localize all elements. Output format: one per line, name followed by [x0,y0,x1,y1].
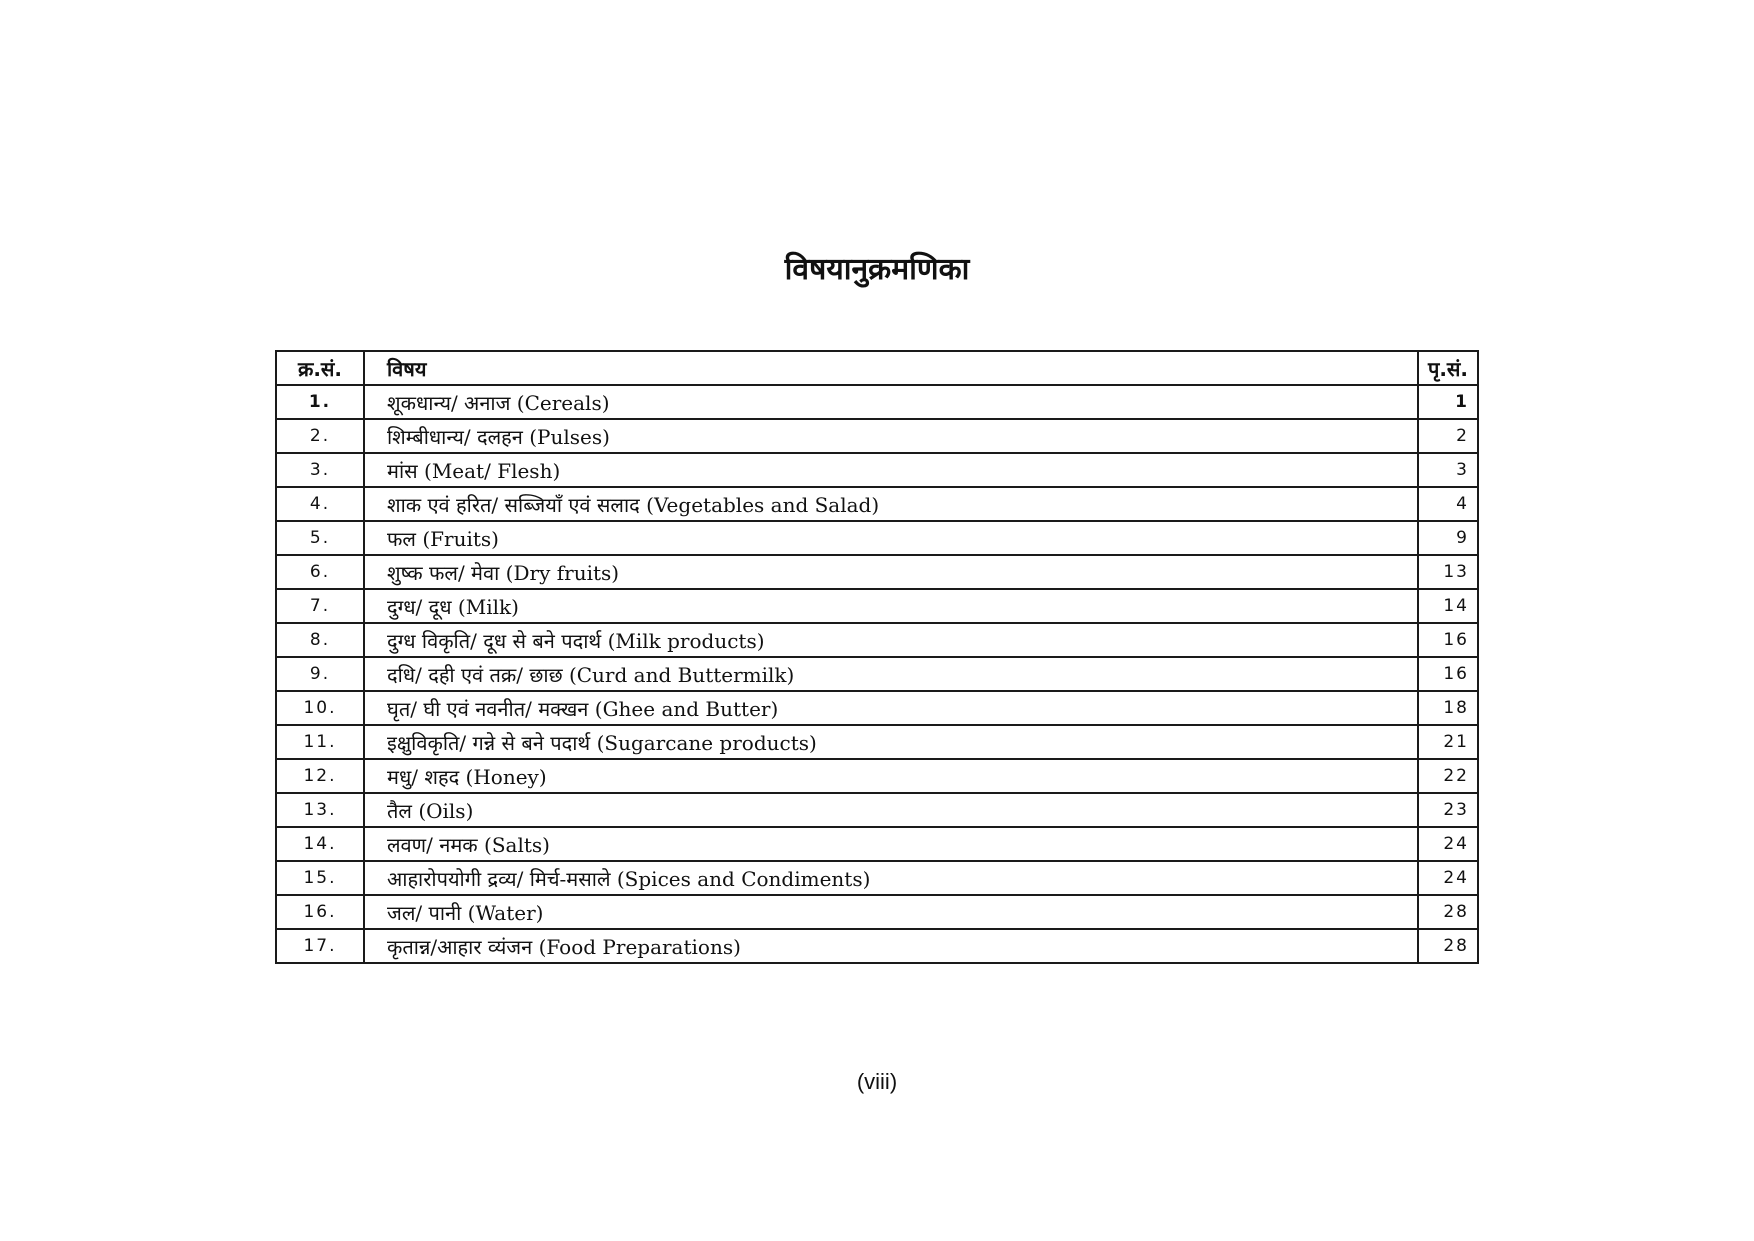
table-row [276,521,1478,555]
row-serial-number: 14. [276,827,364,861]
row-page-number: 14 [1418,589,1478,623]
row-page-number: 24 [1418,827,1478,861]
row-serial-number: 6. [276,555,364,589]
row-subject: शूकधान्य/ अनाज (Cereals) [364,385,1418,419]
row-serial-number: 16. [276,895,364,929]
row-subject: दधि/ दही एवं तक्र/ छाछ (Curd and Buttermilk) [364,657,1418,691]
row-subject: आहारोपयोगी द्रव्य/ मिर्च-मसाले (Spices and Condiments) [364,861,1418,895]
table-row [276,453,1478,487]
row-page-number: 1 [1418,385,1478,419]
row-subject: शाक एवं हरित/ सब्जियाँ एवं सलाद (Vegetables and Salad) [364,487,1418,521]
table-row [276,487,1478,521]
table-row [276,691,1478,725]
row-subject: फल (Fruits) [364,521,1418,555]
row-page-number: 13 [1418,555,1478,589]
row-subject: शुष्क फल/ मेवा (Dry fruits) [364,555,1418,589]
table-header-row [276,351,1478,385]
row-page-number: 28 [1418,895,1478,929]
row-subject: इक्षुविकृति/ गन्ने से बने पदार्थ (Sugarcane products) [364,725,1418,759]
row-serial-number: 17. [276,929,364,963]
table-row [276,895,1478,929]
row-subject: घृत/ घी एवं नवनीत/ मक्खन (Ghee and Butter) [364,691,1418,725]
row-serial-number: 15. [276,861,364,895]
row-page-number: 3 [1418,453,1478,487]
table-row [276,623,1478,657]
row-page-number: 21 [1418,725,1478,759]
header-page-number: पृ.सं. [1418,351,1478,385]
row-page-number: 16 [1418,623,1478,657]
row-serial-number: 8. [276,623,364,657]
row-page-number: 23 [1418,793,1478,827]
table-row [276,793,1478,827]
row-page-number: 16 [1418,657,1478,691]
row-page-number: 2 [1418,419,1478,453]
table-of-contents [275,350,1479,964]
table-row [276,929,1478,963]
row-serial-number: 2. [276,419,364,453]
table-row [276,827,1478,861]
row-subject: तैल (Oils) [364,793,1418,827]
page-number: (viii) [856,1069,898,1094]
row-serial-number: 4. [276,487,364,521]
header-subject: विषय [364,351,1418,385]
table-row [276,555,1478,589]
row-serial-number: 9. [276,657,364,691]
row-page-number: 28 [1418,929,1478,963]
row-subject: जल/ पानी (Water) [364,895,1418,929]
row-serial-number: 11. [276,725,364,759]
header-serial-number: क्र.सं. [276,351,364,385]
table-row [276,657,1478,691]
page-title: विषयानुक्रमणिका [784,252,970,287]
table-row [276,725,1478,759]
row-serial-number: 1. [276,385,364,419]
table-row [276,589,1478,623]
row-subject: दुग्ध विकृति/ दूध से बने पदार्थ (Milk products) [364,623,1418,657]
row-serial-number: 13. [276,793,364,827]
table-row [276,759,1478,793]
row-subject: लवण/ नमक (Salts) [364,827,1418,861]
row-page-number: 18 [1418,691,1478,725]
row-serial-number: 5. [276,521,364,555]
row-subject: कृतान्न/आहार व्यंजन (Food Preparations) [364,929,1418,963]
table-row [276,419,1478,453]
table-row [276,385,1478,419]
row-page-number: 22 [1418,759,1478,793]
table-body [276,385,1478,963]
row-page-number: 4 [1418,487,1478,521]
row-serial-number: 12. [276,759,364,793]
row-subject: मांस (Meat/ Flesh) [364,453,1418,487]
row-serial-number: 3. [276,453,364,487]
row-subject: दुग्ध/ दूध (Milk) [364,589,1418,623]
table-row [276,861,1478,895]
row-subject: शिम्बीधान्य/ दलहन (Pulses) [364,419,1418,453]
row-subject: मधु/ शहद (Honey) [364,759,1418,793]
row-page-number: 9 [1418,521,1478,555]
row-serial-number: 10. [276,691,364,725]
row-page-number: 24 [1418,861,1478,895]
row-serial-number: 7. [276,589,364,623]
